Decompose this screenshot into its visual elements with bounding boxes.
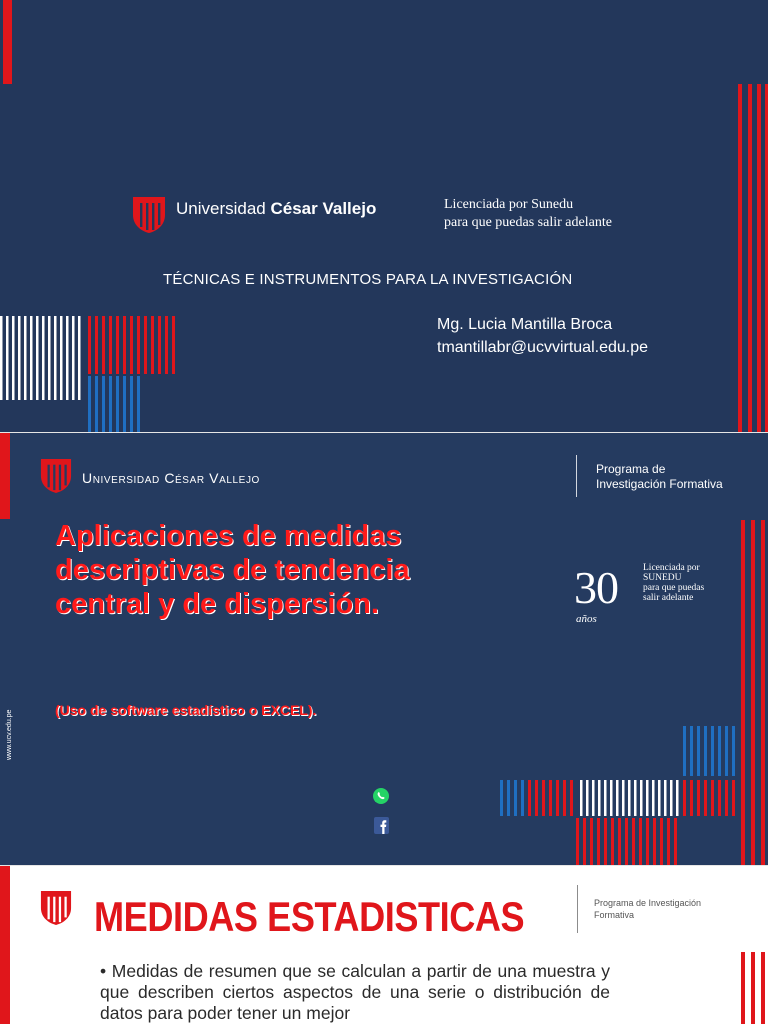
university-logo-text: Universidad César Vallejo xyxy=(82,470,260,486)
ucv-shield-icon xyxy=(40,890,72,926)
tagline-line-1: Licenciada por Sunedu xyxy=(444,197,574,212)
author-email: tmantillabr@ucvvirtual.edu.pe xyxy=(437,339,649,356)
anniversary-number: 30 xyxy=(574,562,618,613)
author-name: Mg. Lucia Mantilla Broca xyxy=(437,316,613,333)
header-divider xyxy=(576,455,577,497)
program-line-2: Formativa xyxy=(594,910,635,920)
decorative-stripes-right xyxy=(739,520,768,726)
program-line-1: Programa de Investigación xyxy=(594,898,702,908)
tagline-line-2: para que puedas salir adelante xyxy=(444,215,612,230)
license-line-4: salir adelante xyxy=(643,593,694,603)
decorative-stripes-right xyxy=(738,84,768,432)
corner-red-bar xyxy=(0,433,10,519)
ucv-shield-icon xyxy=(40,458,72,494)
corner-red-bar xyxy=(3,0,12,84)
course-title: TÉCNICAS E INSTRUMENTOS PARA LA INVESTIGACIÓN xyxy=(163,271,573,288)
title-slide xyxy=(0,0,768,432)
ucv-shield-icon xyxy=(132,196,166,234)
program-line-1: Programa de xyxy=(596,462,666,476)
website-vertical: www.ucv.edu.pe xyxy=(6,709,13,760)
decorative-stripes-right xyxy=(738,952,768,1024)
slide-title: MEDIDAS ESTADISTICAS xyxy=(94,893,525,940)
program-line-2: Investigación Formativa xyxy=(596,477,723,491)
license-line-1: Licenciada por xyxy=(643,563,700,573)
license-line-3: para que puedas xyxy=(643,583,705,593)
decorative-stripes-left xyxy=(0,316,182,432)
left-red-bar xyxy=(0,866,10,1024)
decorative-stripes-bottom xyxy=(500,726,768,866)
university-logo-text: Universidad César Vallejo xyxy=(176,199,377,218)
whatsapp-icon[interactable] xyxy=(372,787,390,805)
license-line-2: SUNEDU xyxy=(643,573,682,583)
facebook-icon[interactable] xyxy=(374,817,389,834)
header-divider xyxy=(577,885,578,933)
bullet-text: • Medidas de resumen que se calculan a partir de una muestra y que describen ciertos aspectos de una serie o distribución de datos para poder tener un mejor xyxy=(100,961,610,1023)
slide-headline: Aplicaciones de medidas descriptivas de tendencia central y de dispersión. xyxy=(55,520,410,620)
slide-subline: (Uso de software estadístico o EXCEL). xyxy=(55,702,317,718)
anniversary-word: años xyxy=(576,613,597,625)
